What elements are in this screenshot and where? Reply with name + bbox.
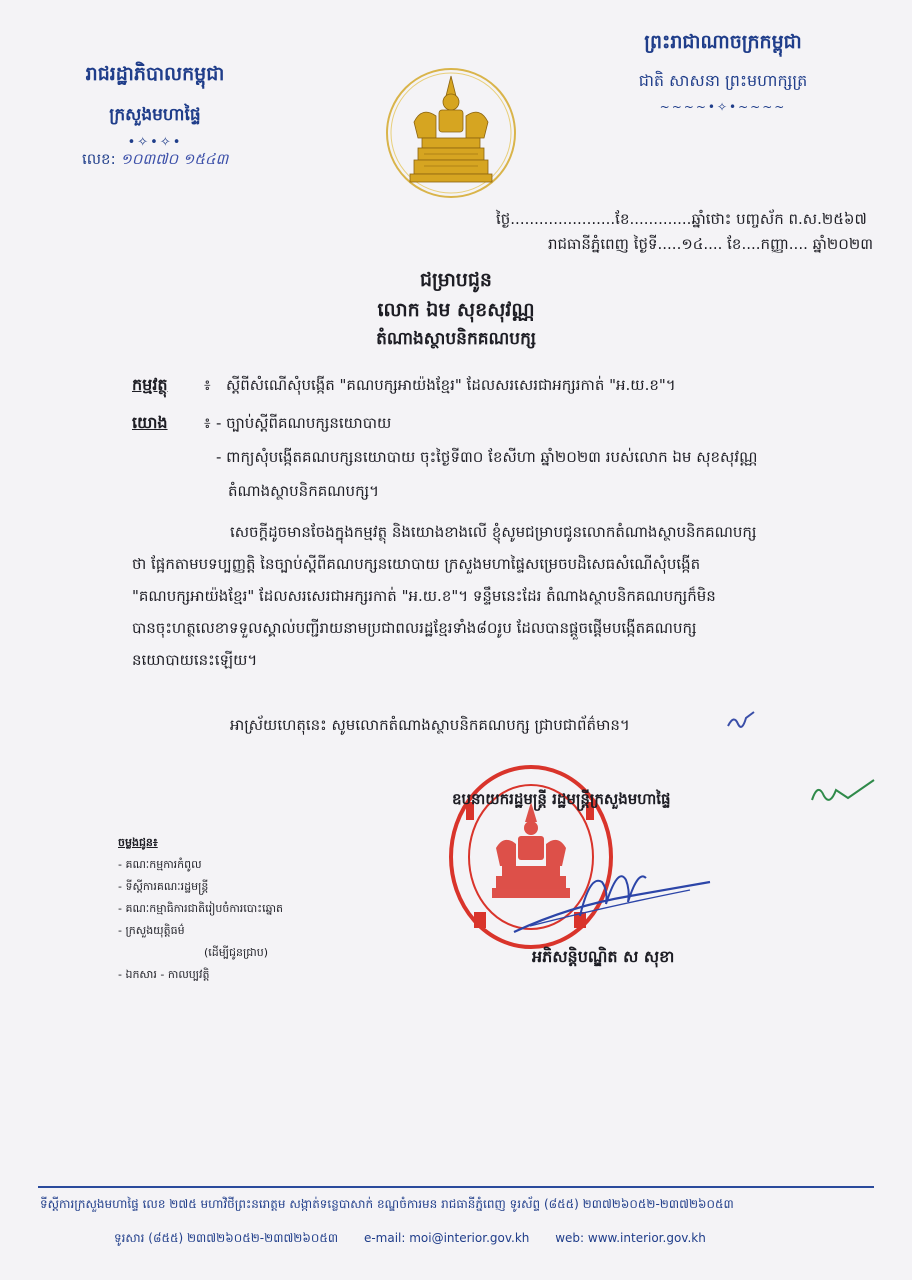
reference-item: - ពាក្យសុំបង្កើតគណបក្សនយោបាយ ចុះថ្ងៃទី៣០ ខែសីហា ឆ្នាំ២០២៣ របស់លោក ឯម សុខសុវណ្ណ	[216, 448, 758, 466]
cc-item: - ឯកសារ - កាលប្បវត្តិ	[118, 968, 210, 981]
closing-paragraph: អាស្រ័យហេតុនេះ សូមលោកតំណាងស្ថាបនិកគណបក្ស ជ្រាបជាព័ត៌មាន។	[230, 716, 630, 734]
subject-sep: ៖	[204, 376, 211, 394]
lunar-date: ថ្ងៃ......................ខែ.............ឆ្នាំថោះ បញ្ចស័ក ព.ស.២៥៦៧	[496, 210, 867, 228]
reference-sep: ៖	[204, 414, 211, 432]
kingdom-name: ព្រះរាជាណាចក្រកម្ពុជា	[644, 31, 802, 53]
green-initial-mark-icon	[808, 776, 878, 812]
signatory-title: ឧបនាយករដ្ឋមន្ត្រី រដ្ឋមន្ត្រីក្រសួងមហាផ្ទៃ	[452, 790, 671, 808]
reference-value: ១០៣៧០ ១៥៤៣	[120, 150, 229, 168]
reference-item: - ច្បាប់ស្ដីពីគណបក្សនយោបាយ	[216, 414, 392, 432]
footer-divider	[38, 1186, 874, 1188]
body-line: សេចក្ដីដូចមានចែងក្នុងកម្មវត្ថុ និងយោងខាងលើ ខ្ញុំសូមជម្រាបជូនលោកតំណាងស្ថាបនិកគណបក្ស	[230, 523, 757, 541]
cc-note: (ដើម្បីជូនជ្រាប)	[204, 946, 269, 959]
footer-fax: ទូរសារ (៨៥៥) ២៣៧២៦០៥២-២៣៧២៦០៥៣	[114, 1231, 339, 1245]
motto-ornament: ~~~~•✧•~~~~	[659, 100, 787, 114]
footer-contact	[114, 1230, 854, 1248]
subject-label: កម្មវត្ថុ	[132, 375, 168, 394]
cc-list	[118, 832, 283, 986]
royal-emblem-icon	[384, 66, 518, 200]
addressee-name: លោក ឯម សុខសុវណ្ណ	[377, 299, 535, 321]
ministry-name: ក្រសួងមហាផ្ទៃ	[109, 105, 201, 125]
cc-item: - ទីស្ដីការគណៈរដ្ឋមន្ត្រី	[118, 880, 209, 893]
cc-heading: ចម្លងជូន៖	[118, 836, 158, 849]
reference-item-continued: តំណាងស្ថាបនិកគណបក្ស។	[228, 482, 379, 500]
kingdom-header	[588, 30, 858, 114]
footer-email[interactable]: e-mail: moi@interior.gov.kh	[363, 1231, 530, 1245]
header-ornament: •✧•✧•	[127, 135, 183, 150]
ministry-header	[40, 62, 270, 150]
reference-number	[82, 150, 228, 172]
cc-item: - គណៈកម្មការកំពូល	[118, 858, 202, 871]
addressee-salutation: ជម្រាបជូន	[420, 269, 492, 291]
body-paragraph	[132, 516, 862, 676]
footer-website[interactable]: web: www.interior.gov.kh	[555, 1231, 706, 1245]
body-line: នយោបាយនេះឡើយ។	[132, 651, 258, 669]
subject-row	[132, 374, 168, 398]
initials-mark-icon	[724, 706, 764, 736]
body-line: បានចុះហត្ថលេខាទទួលស្គាល់បញ្ជីរាយនាមប្រជាពលរដ្ឋខ្មែរទាំង៨០រូប ដែលបានផ្ដួចផ្ដើមបង្កើតគណបក្ស	[132, 619, 697, 637]
reference-label-text: យោង	[132, 413, 168, 432]
national-motto: ជាតិ សាសនា ព្រះមហាក្សត្រ	[638, 71, 808, 90]
reference-label: លេខ:	[82, 150, 116, 168]
body-line: "គណបក្សអាយ៉ងខ្មែរ" ដែលសរសេរជាអក្សរកាត់ "អ.យ.ខ"។ ទន្ទឹមនេះដែរ តំណាងស្ថាបនិកគណបក្សក៏មិន	[132, 587, 716, 605]
handwritten-signature-icon	[510, 856, 720, 936]
footer-address: ទីស្ដីការក្រសួងមហាផ្ទៃ លេខ ២៧៥ មហាវិថីព្រះនរោត្តម សង្កាត់ទន្លេបាសាក់ ខណ្ឌចំការមន រាជធានីភ្នំពេញ ទូរស័ព្ទ (៨៥៥) ២៣៧២៦០៥២-២៣៧២៦០៥៣	[40, 1197, 734, 1211]
body-line: ថា ផ្អែកតាមបទប្បញ្ញត្តិ នៃច្បាប់ស្ដីពីគណបក្សនយោបាយ ក្រសួងមហាផ្ទៃសម្រេចបដិសេធសំណើសុំបង្កើត	[132, 555, 701, 573]
reference-row	[132, 412, 168, 436]
government-name: រាជរដ្ឋាភិបាលកម្ពុជា	[85, 63, 225, 85]
solar-date: រាជធានីភ្នំពេញ ថ្ងៃទី.....១៤.... ខែ....កញ្ញា.... ឆ្នាំ២០២៣	[548, 235, 874, 253]
addressee-title: តំណាងស្ថាបនិកគណបក្ស	[376, 329, 536, 349]
signatory-name: អភិសន្តិបណ្ឌិត ស សុខា	[532, 947, 675, 966]
cc-item: - គណៈកម្មាធិការជាតិរៀបចំការបោះឆ្នោត	[118, 902, 284, 915]
subject-text: ស្ដីពីសំណើសុំបង្កើត "គណបក្សអាយ៉ងខ្មែរ" ដែលសរសេរជាអក្សរកាត់ "អ.យ.ខ"។	[226, 376, 676, 394]
cc-item: - ក្រសួងយុត្តិធម៌	[118, 924, 185, 937]
